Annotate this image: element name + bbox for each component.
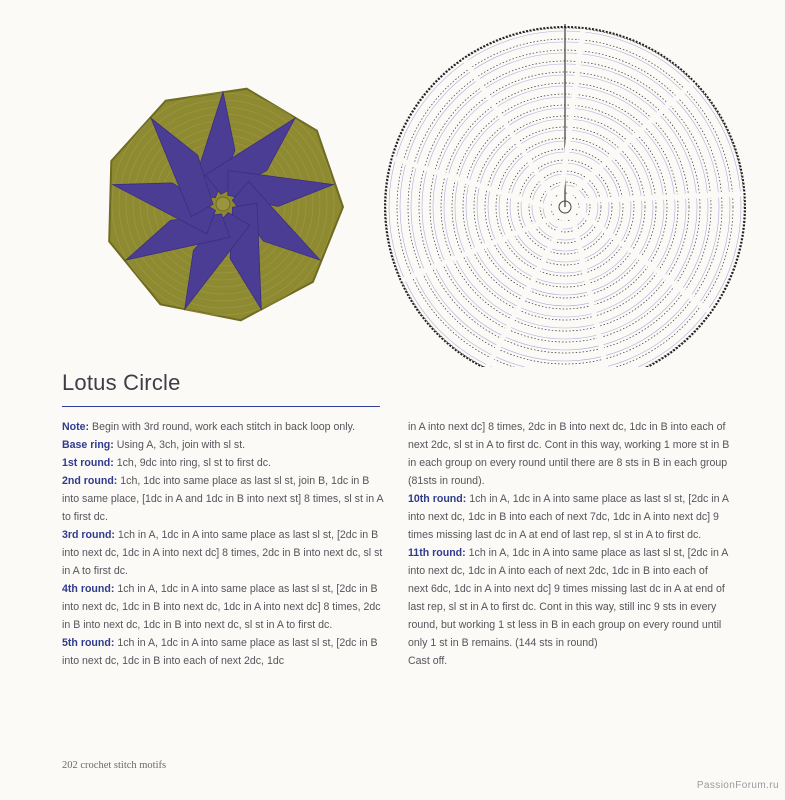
instruction-text: 1ch in A, 1dc in A into same place as last sl st, [2dc in A into next dc, 1dc in A into each of next 2dc, 1dc in B into each of next 6dc, 1dc in A into next dc] 9 times missing last dc in A at end of last rep, sl st in A to first dc. Cont in this way, still inc 9 sts in every round, but working 1 st less in B in each group on every round until only 1 st in B remains. (144 sts in round)	[408, 547, 728, 649]
instruction-paragraph	[62, 418, 384, 436]
instruction-paragraph	[408, 418, 730, 490]
instruction-text: Using A, 3ch, join with sl st.	[113, 439, 246, 451]
instruction-paragraph	[62, 436, 384, 454]
instruction-label: Base ring:	[62, 439, 114, 451]
instruction-paragraph	[62, 580, 384, 634]
instruction-text: 1ch in A, 1dc in A into same place as last sl st, [2dc in A into next dc, 1dc in B into each of next 7dc, 1dc in A into next dc] 9 times missing last dc in A at end of last rep, sl st in A to first dc.	[408, 493, 729, 541]
instruction-label: 11th round:	[408, 547, 466, 559]
instruction-paragraph	[62, 526, 384, 580]
instruction-text: 1ch in A, 1dc in A into same place as last sl st, [2dc in B into next dc, 1dc in A into next dc] 8 times, 2dc in B into next dc, sl st in A to first dc.	[62, 529, 383, 577]
chart-spoke-gap	[577, 209, 711, 312]
instruction-label: Note:	[62, 421, 90, 433]
instruction-label: 3rd round:	[62, 529, 115, 541]
stitch-chart-diagram	[380, 22, 750, 367]
instruction-paragraph	[62, 472, 384, 526]
instruction-text: Begin with 3rd round, work each stitch in back loop only.	[89, 421, 356, 433]
pattern-title: Lotus Circle	[62, 370, 181, 395]
instruction-text: in A into next dc] 8 times, 2dc in B into next dc, 1dc in B into each of next 2dc, sl st in A to first dc. Cont in this way, working 1 more st in B in each group on every round until there are 8 sts in B in each group (81sts in round).	[408, 421, 730, 487]
instruction-label: 2nd round:	[62, 475, 118, 487]
chart-spoke-gap	[573, 216, 609, 367]
instruction-text: Cast off.	[408, 655, 448, 667]
instructions-left-column	[62, 418, 384, 670]
instruction-text: 1ch, 1dc into same place as last sl st, join B, 1dc in B into same place, [1dc in A and 1dc in B into next st] 8 times, sl st in A to first dc.	[62, 475, 383, 523]
title-rule	[62, 406, 380, 407]
instruction-text: 1ch, 9dc into ring, sl st to first dc.	[113, 457, 272, 469]
chart-spoke-gap	[575, 194, 744, 201]
instruction-label: 5th round:	[62, 637, 115, 649]
page-footer: 202 crochet stitch motifs	[62, 760, 167, 771]
watermark: PassionForum.ru	[696, 780, 779, 791]
instruction-label: 1st round:	[62, 457, 114, 469]
instruction-text: 1ch in A, 1dc in A into same place as last sl st, [2dc in B into next dc, 1dc in B into each of next 2dc, 1dc	[62, 637, 378, 667]
chart-spoke-gap	[569, 82, 694, 196]
instructions-right-column	[408, 418, 730, 670]
instruction-paragraph	[408, 652, 730, 670]
crochet-motif-photo	[97, 80, 357, 328]
instruction-paragraph	[62, 454, 384, 472]
instruction-paragraph	[408, 544, 730, 652]
instruction-paragraph	[408, 490, 730, 544]
instruction-text: 1ch in A, 1dc in A into same place as last sl st, [2dc in B into next dc, 1dc in B into next dc, 1dc in A into next dc] 8 times, 2dc in B into next dc, 1dc in B into next dc, sl st in A to first dc.	[62, 583, 381, 631]
chart-spoke-gap	[464, 58, 555, 201]
instruction-paragraph	[62, 634, 384, 670]
motif-center	[216, 197, 230, 211]
instruction-label: 4th round:	[62, 583, 115, 595]
instruction-label: 10th round:	[408, 493, 467, 505]
